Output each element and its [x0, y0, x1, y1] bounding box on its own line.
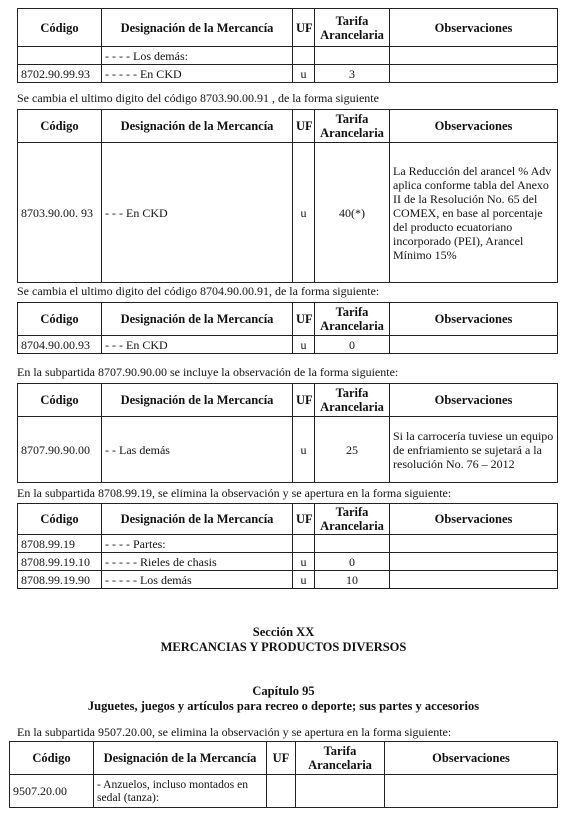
header-uf: UF: [293, 9, 315, 47]
cell-designacion: - - - En CKD: [102, 336, 293, 354]
cell-uf: [293, 47, 315, 65]
header-designacion: Designación de la Mercancía: [102, 303, 293, 336]
header-codigo: Código: [18, 110, 102, 143]
table-row: [10, 775, 558, 808]
header-uf: UF: [293, 504, 315, 535]
cell-tarifa: [296, 775, 385, 808]
tariff-table-8704: [17, 302, 558, 354]
cell-uf: u: [293, 143, 315, 283]
header-uf: UF: [293, 303, 315, 336]
cell-uf: [267, 775, 296, 808]
cell-designacion: - - Las demás: [102, 417, 293, 483]
header-tarifa: Tarifa Arancelaria: [315, 384, 390, 417]
paragraph-split-9507: En la subpartida 9507.20.00, se elimina la observación y se apertura en la forma siguiente:: [17, 725, 452, 739]
table-row: [18, 535, 558, 553]
cell-codigo: 8702.90.99.93: [18, 65, 102, 83]
header-codigo: Código: [10, 742, 94, 775]
header-tarifa: Tarifa Arancelaria: [315, 303, 390, 336]
header-codigo: Código: [18, 303, 102, 336]
chapter-title: Capítulo 95: [252, 684, 315, 698]
tariff-table-9507: [9, 741, 558, 808]
paragraph-split-8708: En la subpartida 8708.99.19, se elimina la observación y se apertura en la forma siguiente:: [17, 486, 452, 500]
cell-uf: u: [293, 553, 315, 571]
cell-codigo: 8704.90.00.93: [18, 336, 102, 354]
cell-designacion: - Anzuelos, incluso montados en sedal (tanza):: [94, 775, 267, 808]
header-observaciones: Observaciones: [390, 504, 558, 535]
table-row: [18, 553, 558, 571]
table-row: [18, 65, 558, 83]
cell-observaciones: [390, 336, 558, 354]
header-codigo: Código: [18, 9, 102, 47]
cell-tarifa: 10: [315, 571, 390, 589]
header-observaciones: Observaciones: [390, 384, 558, 417]
cell-designacion: - - - - Los demás:: [102, 47, 293, 65]
header-designacion: Designación de la Mercancía: [102, 110, 293, 143]
cell-tarifa: 40(*): [315, 143, 390, 283]
table-header-row: [10, 742, 558, 775]
cell-tarifa: [315, 47, 390, 65]
header-designacion: Designación de la Mercancía: [94, 742, 267, 775]
tariff-table-8707: [17, 383, 558, 483]
chapter-subtitle: Juguetes, juegos y artículos para recreo o deporte; sus partes y accesorios: [87, 699, 480, 713]
cell-codigo: 9507.20.00: [10, 775, 94, 808]
cell-tarifa: 3: [315, 65, 390, 83]
table-row: [18, 336, 558, 354]
table-row: [18, 143, 558, 283]
header-observaciones: Observaciones: [390, 9, 558, 47]
cell-designacion: - - - - - En CKD: [102, 65, 293, 83]
section-heading: [0, 625, 567, 655]
table-row: [18, 417, 558, 483]
cell-observaciones: La Reducción del arancel % Adv aplica conforme tabla del Anexo II de la Resolución No. 65 del COMEX, en base al porcentaje del producto ecuatoriano incorporado (PEI), Arancel Mínimo 15%: [390, 143, 558, 283]
header-designacion: Designación de la Mercancía: [102, 9, 293, 47]
cell-codigo: [18, 47, 102, 65]
cell-observaciones: [390, 553, 558, 571]
table-header-row: [18, 504, 558, 535]
header-tarifa: Tarifa Arancelaria: [296, 742, 385, 775]
header-tarifa: Tarifa Arancelaria: [315, 9, 390, 47]
cell-observaciones: Si la carrocería tuviese un equipo de enfriamiento se sujetará a la resolución No. 76 – 2012: [390, 417, 558, 483]
paragraph-change-8704: Se cambia el ultimo digito del código 8704.90.00.91, de la forma siguiente:: [17, 284, 380, 298]
table-row: [18, 47, 558, 65]
cell-tarifa: 0: [315, 553, 390, 571]
header-designacion: Designación de la Mercancía: [102, 384, 293, 417]
cell-observaciones: [385, 775, 558, 808]
cell-tarifa: 25: [315, 417, 390, 483]
table-header-row: [18, 110, 558, 143]
section-title: Sección XX: [252, 625, 315, 639]
paragraph-change-8703: Se cambia el ultimo digito del código 8703.90.00.91 , de la forma siguiente: [17, 91, 379, 105]
section-subtitle: MERCANCIAS Y PRODUCTOS DIVERSOS: [160, 640, 407, 654]
cell-observaciones: [390, 65, 558, 83]
cell-uf: u: [293, 417, 315, 483]
header-uf: UF: [293, 110, 315, 143]
cell-designacion: - - - - - Los demás: [102, 571, 293, 589]
cell-codigo: 8708.99.19.90: [18, 571, 102, 589]
header-uf: UF: [267, 742, 296, 775]
header-observaciones: Observaciones: [390, 303, 558, 336]
cell-observaciones: [390, 571, 558, 589]
table-row: [18, 571, 558, 589]
paragraph-include-8707: En la subpartida 8707.90.90.00 se incluye la observación de la forma siguiente:: [17, 365, 399, 379]
cell-tarifa: [315, 535, 390, 553]
chapter-heading: [0, 684, 567, 714]
table-header-row: [18, 384, 558, 417]
cell-uf: u: [293, 65, 315, 83]
table-header-row: [18, 303, 558, 336]
cell-designacion: - - - - Partes:: [102, 535, 293, 553]
header-codigo: Código: [18, 384, 102, 417]
cell-codigo: 8707.90.90.00: [18, 417, 102, 483]
cell-uf: [293, 535, 315, 553]
header-tarifa: Tarifa Arancelaria: [315, 504, 390, 535]
cell-observaciones: [390, 535, 558, 553]
cell-uf: u: [293, 336, 315, 354]
tariff-table-8703: [17, 109, 558, 283]
cell-codigo: 8708.99.19.10: [18, 553, 102, 571]
tariff-table-8708: [17, 503, 558, 589]
header-observaciones: Observaciones: [390, 110, 558, 143]
header-tarifa: Tarifa Arancelaria: [315, 110, 390, 143]
cell-observaciones: [390, 47, 558, 65]
table-header-row: [18, 9, 558, 47]
header-observaciones: Observaciones: [385, 742, 558, 775]
header-codigo: Código: [18, 504, 102, 535]
header-uf: UF: [293, 384, 315, 417]
cell-designacion: - - - - - Rieles de chasis: [102, 553, 293, 571]
cell-uf: u: [293, 571, 315, 589]
header-designacion: Designación de la Mercancía: [102, 504, 293, 535]
cell-codigo: 8708.99.19: [18, 535, 102, 553]
cell-codigo: 8703.90.00. 93: [18, 143, 102, 283]
tariff-table-8702: [17, 8, 558, 83]
cell-tarifa: 0: [315, 336, 390, 354]
cell-designacion: - - - En CKD: [102, 143, 293, 283]
